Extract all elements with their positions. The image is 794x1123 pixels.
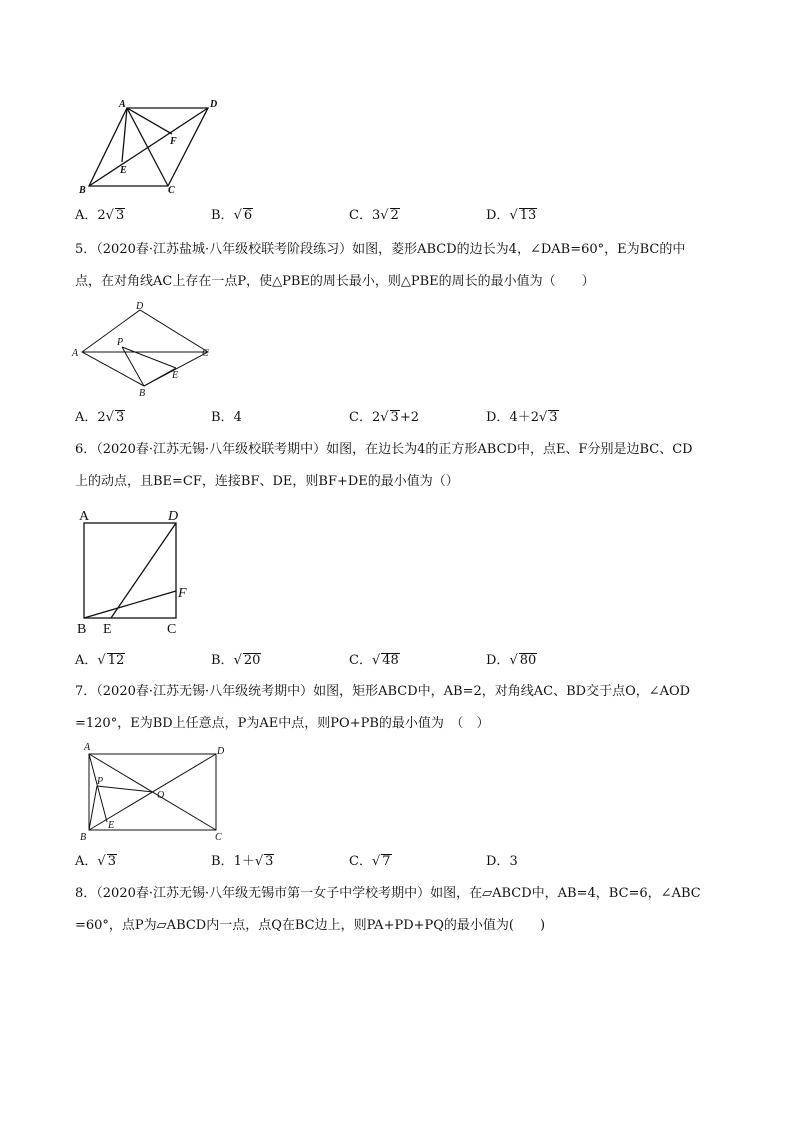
q7-label-b: B <box>80 832 87 843</box>
q4-label-c: C <box>168 185 175 196</box>
q5-label-e: E <box>172 370 179 381</box>
q5-option-b[interactable]: B．4 <box>211 410 242 425</box>
q5-label-d: D <box>136 301 144 312</box>
q6-options <box>75 651 755 671</box>
q7-line2: =120°，E为BD上任意点，P为AE中点，则PO+PB的最小值为 （ ） <box>75 716 490 731</box>
q6-option-d[interactable]: D．√ 80 <box>486 653 537 668</box>
q6-label-f: F <box>178 586 187 601</box>
q5-figure <box>72 300 222 400</box>
q7-option-d[interactable]: D．3 <box>486 854 518 869</box>
q6-label-a: A <box>79 509 90 524</box>
q7-label-a: A <box>84 742 91 753</box>
q4-options <box>75 206 755 226</box>
q5-option-c[interactable]: C．2√ 3+2 <box>349 410 419 425</box>
q4-option-d[interactable]: D．√ 13 <box>486 208 537 223</box>
q7-label-d: D <box>217 746 225 757</box>
q6-line1: 6．（2020春·江苏无锡·八年级校联考期中）如图，在边长为4的正方形ABCD中，点E、F分别是边BC、CD <box>75 442 693 457</box>
q5-label-c: C <box>202 348 209 359</box>
q7-figure <box>78 738 238 848</box>
q6-option-c[interactable]: C．√ 48 <box>349 653 399 668</box>
q5-label-p: P <box>117 337 124 348</box>
q6-question <box>75 434 735 498</box>
q6-option-b[interactable]: B．√ 20 <box>211 653 261 668</box>
q4-figure <box>75 98 255 198</box>
q5-question <box>75 234 735 298</box>
q4-option-a[interactable]: A．2√ 3 <box>75 208 125 223</box>
q4-option-b[interactable]: B．√ 6 <box>211 208 253 223</box>
q6-label-e: E <box>103 622 112 637</box>
q5-line1: 5．（2020春·江苏盐城·八年级校联考阶段练习）如图，菱形ABCD的边长为4，∠DAB=60°，E为BC的中 <box>75 242 686 257</box>
q7-option-a[interactable]: A．√ 3 <box>75 854 116 869</box>
q5-option-d[interactable]: D．4＋2√ 3 <box>486 410 558 425</box>
q4-label-e: E <box>120 165 127 176</box>
q8-line2: =60°，点P为▱ABCD内一点，点Q在BC边上，则PA+PD+PQ的最小值为( ) <box>75 918 546 933</box>
q5-label-b: B <box>139 388 146 399</box>
q4-label-d: D <box>210 99 218 110</box>
q4-label-f: F <box>170 136 177 147</box>
q6-line2: 上的动点，且BE=CF，连接BF、DE，则BF+DE的最小值为（） <box>75 474 459 489</box>
q7-option-c[interactable]: C．√ 7 <box>349 854 391 869</box>
q7-line1: 7．（2020春·江苏无锡·八年级统考期中）如图，矩形ABCD中，AB=2，对角线AC、BD交于点O，∠AOD <box>75 684 691 699</box>
q7-option-b[interactable]: B．1＋√ 3 <box>211 854 274 869</box>
q6-label-d: D <box>168 509 179 524</box>
q6-option-a[interactable]: A．√ 12 <box>75 653 125 668</box>
q7-label-c: C <box>215 832 222 843</box>
q8-line1: 8．（2020春·江苏无锡·八年级无锡市第一女子中学校考期中）如图，在▱ABCD中，AB=4，BC=6，∠ABC <box>75 886 701 901</box>
q7-label-o: O <box>157 790 165 801</box>
q5-options <box>75 408 755 428</box>
q7-label-p: P <box>97 776 104 787</box>
q7-options <box>75 852 755 872</box>
q5-line2: 点，在对角线AC上存在一点P，使△PBE的周长最小，则△PBE的周长的最小值为（ ） <box>75 274 595 289</box>
q6-label-b: B <box>77 622 87 637</box>
q6-label-c: C <box>167 622 177 637</box>
q8-question <box>75 878 735 942</box>
q7-label-e: E <box>108 820 115 831</box>
q4-label-b: B <box>79 185 86 196</box>
q7-question <box>75 676 735 740</box>
q5-label-a: A <box>72 348 79 359</box>
q6-figure <box>74 505 204 645</box>
q4-option-c[interactable]: C．3√ 2 <box>349 208 399 223</box>
q5-option-a[interactable]: A．2√ 3 <box>75 410 125 425</box>
q4-label-a: A <box>119 99 126 110</box>
